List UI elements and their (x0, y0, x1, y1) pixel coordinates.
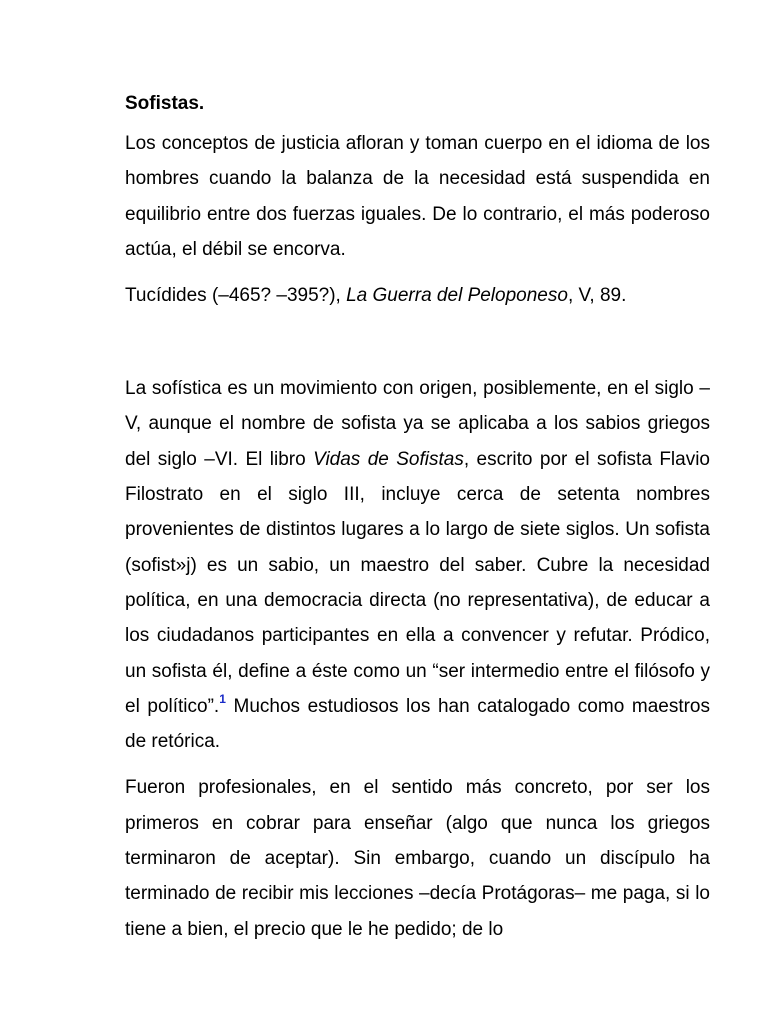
document-page (125, 90, 710, 947)
citation-location: , V, 89. (567, 285, 627, 307)
paragraph-1-text-a: La sofística es un movimiento con origen, posiblemente, en el siglo –V, aunque el nombre de sofista ya se aplicaba a los sabios griegos del siglo –VI. El libro (125, 378, 710, 470)
epigraph-citation (125, 278, 710, 313)
body-paragraph-1 (125, 371, 710, 759)
paragraph-1-text-b: , escrito por el sofista Flavio Filostrato en el siglo III, incluye cerca de setenta nombres provenientes de distintos lugares a lo largo de siete siglos. Un sofista (sofist»j) es un sabio, un maestro del saber. Cubre la necesidad política, en una democracia directa (no representativa), de educar a los ciudadanos participantes en ella a convencer y refutar. Pródico, un sofista él, define a éste como un “ser intermedio entre el filósofo y el político”. (125, 448, 710, 717)
paragraph-1-text-c: Muchos estudiosos los han catalogado como maestros de retórica. (125, 695, 710, 753)
epigraph-quote: Los conceptos de justicia afloran y toman cuerpo en el idioma de los hombres cuando la balanza de la necesidad está suspendida en equilibrio entre dos fuerzas iguales. De lo contrario, el más poderoso actúa, el débil se encorva. (125, 133, 710, 260)
footnote-reference-link[interactable]: 1 (219, 691, 226, 706)
citation-author: Tucídides (–465? –395?), (125, 285, 347, 307)
section-spacer (125, 313, 710, 371)
book-title: Vidas de Sofistas (313, 448, 464, 470)
citation-work-title: La Guerra del Peloponeso (346, 285, 568, 307)
body-paragraph-2: Fueron profesionales, en el sentido más concreto, por ser los primeros en cobrar para enseñar (algo que nunca los griegos terminaron de aceptar). Sin embargo, cuando un discípulo ha terminado de recibir mis lecciones –decía Protágoras– me paga, si lo tiene a bien, el precio que le he pedido; de lo (125, 777, 710, 940)
section-heading: Sofistas. (125, 93, 205, 114)
